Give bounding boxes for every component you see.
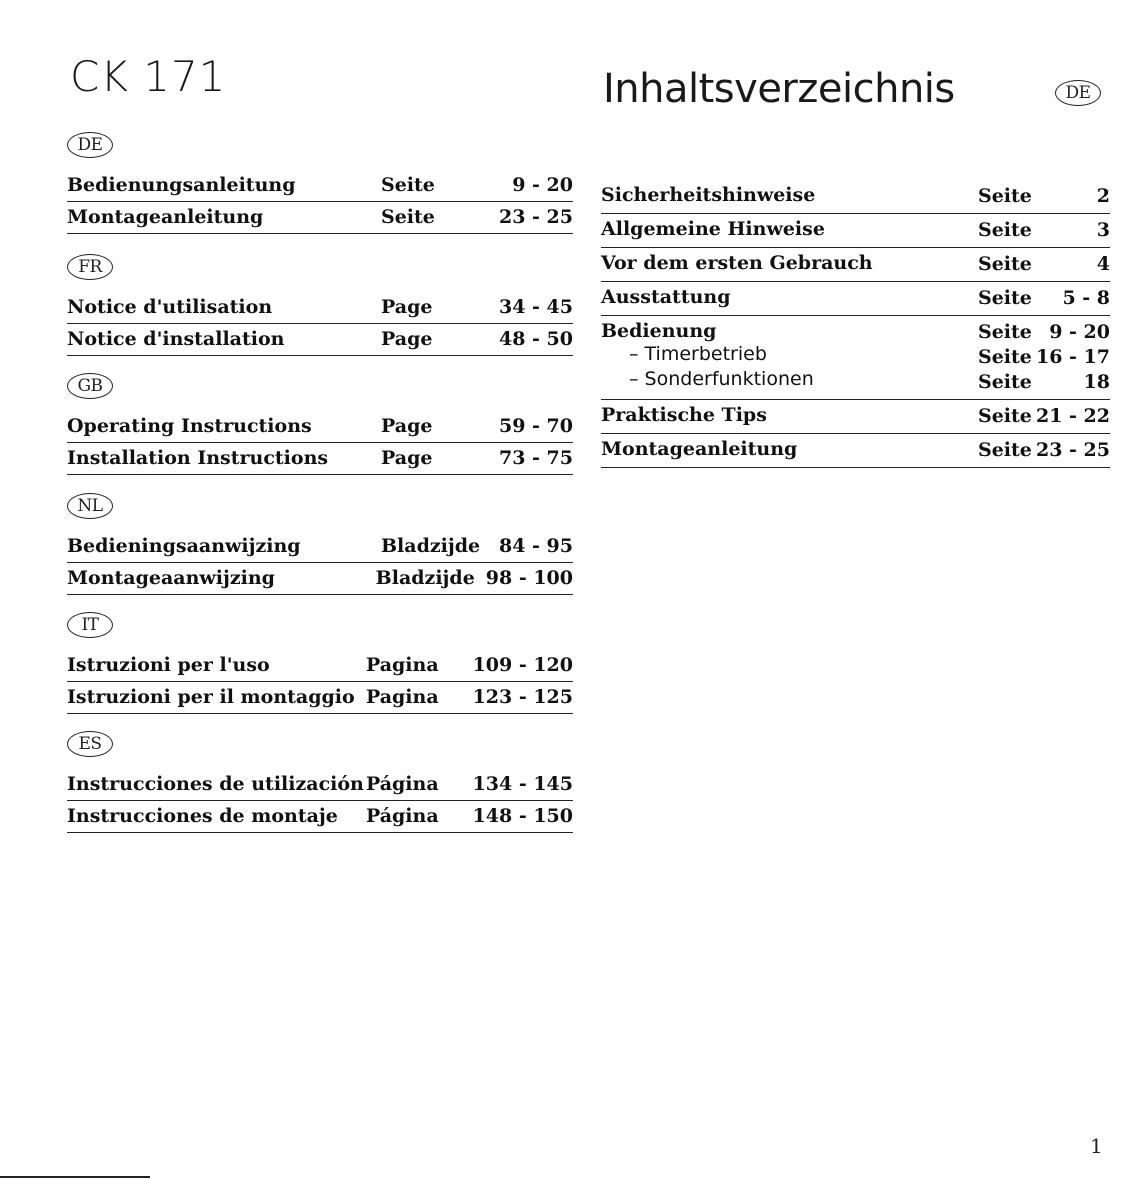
entry-pages: 3 — [1096, 219, 1110, 241]
model-title: CK 171 — [70, 52, 227, 101]
language-group-nl — [67, 493, 573, 595]
language-badge: GB — [67, 373, 113, 399]
entry-pages: 4 — [1096, 253, 1110, 275]
entry-pages: 109 - 120 — [472, 654, 573, 676]
toc-row[interactable] — [601, 400, 1110, 434]
language-badge: ES — [67, 731, 113, 757]
entry-label: Page — [381, 328, 433, 350]
sub-entry-label: Seite — [978, 346, 1032, 368]
language-group-fr — [67, 254, 573, 356]
toc-row[interactable] — [601, 180, 1110, 214]
corner-divider — [0, 1176, 150, 1178]
entry-label: Página — [365, 805, 439, 827]
entry-pages: 59 - 70 — [499, 415, 573, 437]
toc-row[interactable] — [67, 801, 573, 833]
entry-label: Pagina — [365, 654, 439, 676]
language-group-gb — [67, 373, 573, 475]
toc-row[interactable] — [67, 650, 573, 682]
entry-pages: 9 - 20 — [512, 174, 573, 196]
entry-label: Seite — [978, 185, 1032, 207]
toc-row[interactable] — [67, 563, 573, 595]
language-group-es — [67, 731, 573, 833]
toc-row[interactable] — [601, 214, 1110, 248]
entry-pages: 23 - 25 — [1036, 439, 1110, 461]
toc-row[interactable] — [67, 292, 573, 324]
entry-pages: 9 - 20 — [1049, 321, 1110, 343]
toc-heading: Inhaltsverzeichnis — [603, 66, 955, 112]
entry-pages: 84 - 95 — [499, 535, 573, 557]
entry-title: Bedienungsanleitung — [67, 174, 296, 196]
toc-row[interactable] — [67, 202, 573, 234]
table-of-contents — [601, 180, 1110, 468]
entry-title: Bedieningsaanwijzing — [67, 535, 301, 557]
toc-row[interactable] — [601, 316, 1110, 400]
entry-title: Praktische Tips — [601, 404, 767, 426]
entry-title: Operating Instructions — [67, 415, 312, 437]
entry-pages: 2 — [1096, 185, 1110, 207]
entry-title: Sicherheitshinweise — [601, 184, 816, 206]
sub-entry-title[interactable]: – Timerbetrieb — [629, 343, 767, 365]
entry-pages: 148 - 150 — [472, 805, 573, 827]
entry-pages: 21 - 22 — [1036, 405, 1110, 427]
entry-label: Seite — [978, 439, 1032, 461]
entry-label: Page — [381, 415, 433, 437]
entry-label: Pagina — [365, 686, 439, 708]
entry-title: Notice d'utilisation — [67, 296, 273, 318]
toc-row[interactable] — [67, 170, 573, 202]
entry-title: Montageanleitung — [601, 438, 798, 460]
entry-label: Seite — [978, 253, 1032, 275]
language-group-it — [67, 612, 573, 714]
entry-label: Page — [381, 447, 433, 469]
entry-label: Bladzijde — [375, 567, 475, 589]
entry-title: Notice d'installation — [67, 328, 285, 350]
toc-row[interactable] — [67, 411, 573, 443]
language-badge: NL — [67, 493, 113, 519]
toc-row[interactable] — [67, 443, 573, 475]
entry-pages: 34 - 45 — [499, 296, 573, 318]
language-badge: FR — [67, 254, 113, 280]
sub-entry-title[interactable]: – Sonderfunktionen — [629, 368, 814, 390]
entry-pages: 98 - 100 — [485, 567, 573, 589]
entry-pages: 123 - 125 — [472, 686, 573, 708]
entry-title: Montageaanwijzing — [67, 567, 275, 589]
entry-pages: 134 - 145 — [472, 773, 573, 795]
toc-language-badge: DE — [1055, 80, 1101, 106]
page-number: 1 — [1090, 1134, 1103, 1158]
language-group-de — [67, 132, 573, 234]
toc-row[interactable] — [601, 248, 1110, 282]
entry-title: Bedienung — [601, 320, 717, 342]
entry-label: Seite — [978, 405, 1032, 427]
entry-label: Seite — [978, 287, 1032, 309]
entry-label: Seite — [381, 206, 435, 228]
entry-label: Seite — [978, 321, 1032, 343]
entry-label: Página — [365, 773, 439, 795]
entry-label: Page — [381, 296, 433, 318]
entry-label: Seite — [978, 219, 1032, 241]
entry-title: Istruzioni per l'uso — [67, 654, 270, 676]
entry-label: Bladzijde — [381, 535, 481, 557]
entry-pages: 48 - 50 — [499, 328, 573, 350]
entry-title: Instrucciones de utilización — [67, 773, 364, 795]
language-badge: IT — [67, 612, 113, 638]
sub-entry-label: Seite — [978, 371, 1032, 393]
toc-row[interactable] — [67, 531, 573, 563]
entry-title: Allgemeine Hinweise — [601, 218, 825, 240]
entry-title: Installation Instructions — [67, 447, 329, 469]
entry-pages: 5 - 8 — [1062, 287, 1110, 309]
entry-label: Seite — [381, 174, 435, 196]
entry-pages: 23 - 25 — [499, 206, 573, 228]
entry-pages: 73 - 75 — [499, 447, 573, 469]
entry-title: Montageanleitung — [67, 206, 264, 228]
toc-row[interactable] — [67, 324, 573, 356]
toc-row[interactable] — [601, 434, 1110, 468]
toc-row[interactable] — [67, 682, 573, 714]
entry-title: Vor dem ersten Gebrauch — [601, 252, 873, 274]
toc-row[interactable] — [601, 282, 1110, 316]
toc-row[interactable] — [67, 769, 573, 801]
entry-title: Instrucciones de montaje — [67, 805, 338, 827]
entry-title: Istruzioni per il montaggio — [67, 686, 355, 708]
entry-title: Ausstattung — [601, 286, 731, 308]
sub-entry-pages: 16 - 17 — [1036, 346, 1110, 368]
sub-entry-pages: 18 — [1083, 371, 1110, 393]
language-badge: DE — [67, 132, 113, 158]
